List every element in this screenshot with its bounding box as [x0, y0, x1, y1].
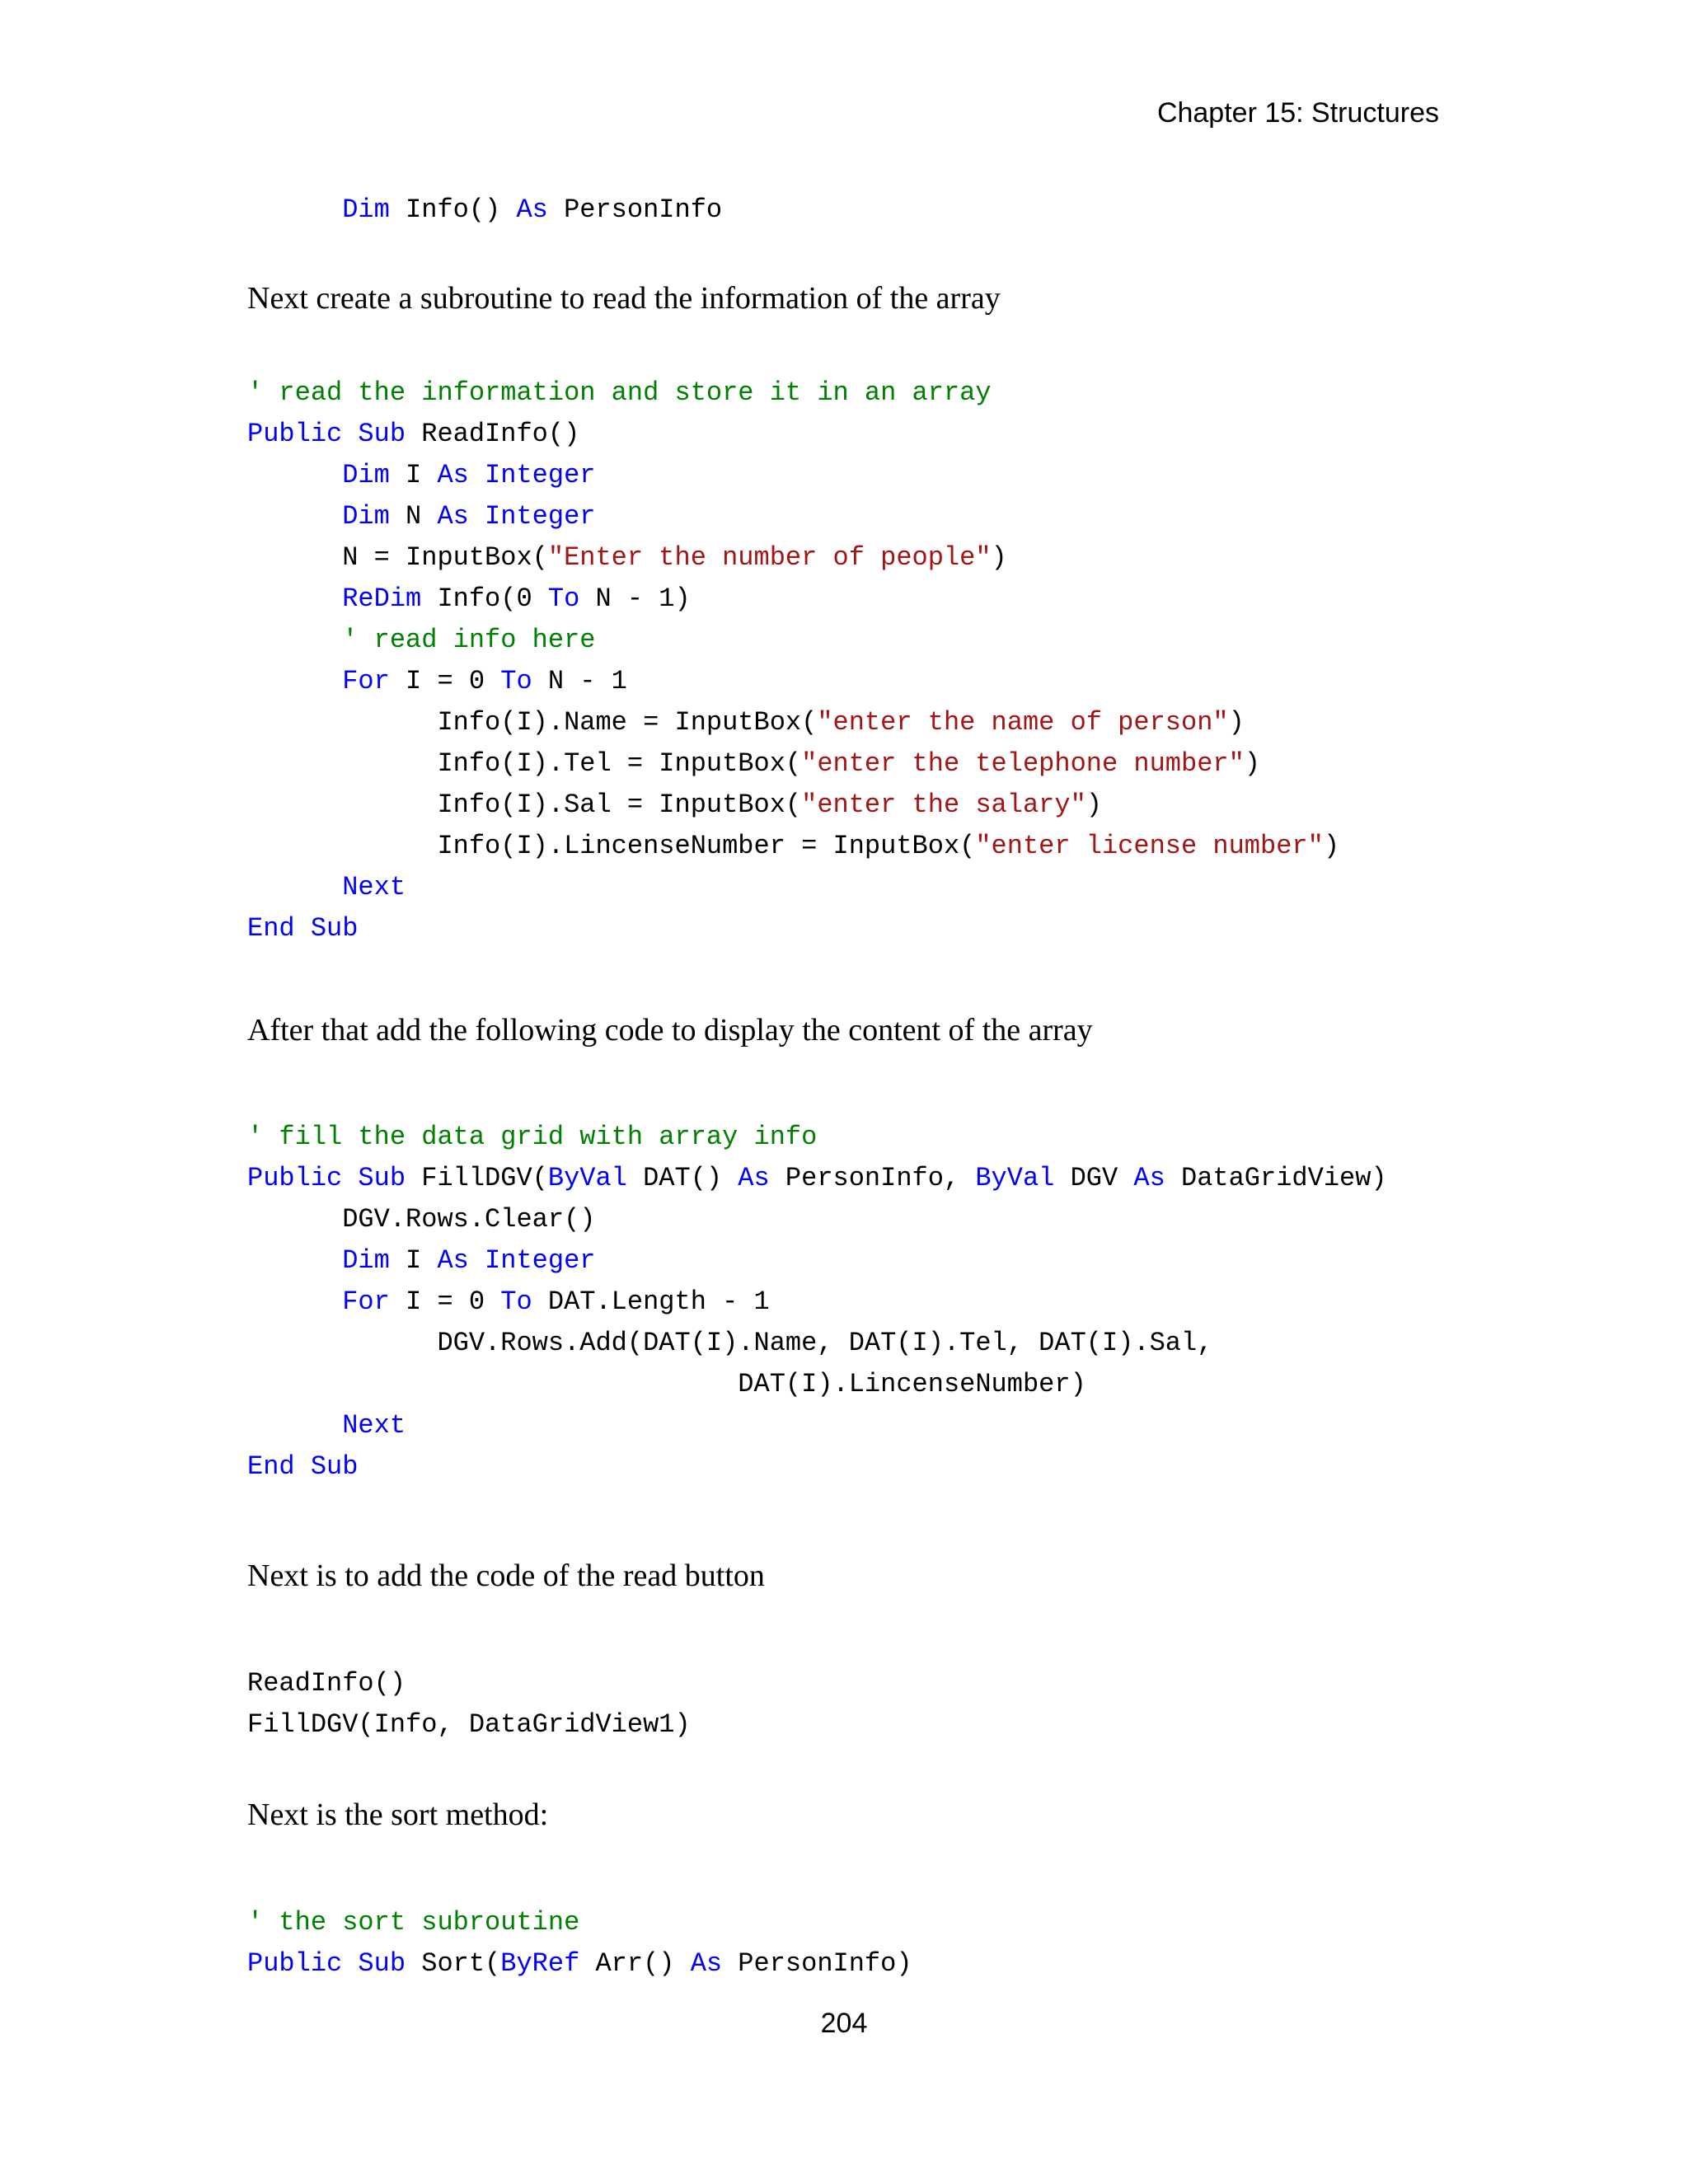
code-text: DAT.Length - 1: [532, 1286, 770, 1317]
code-line: [247, 743, 1339, 785]
code-line: [247, 1117, 1387, 1158]
code-keyword: Public Sub: [247, 1948, 406, 1979]
code-text: PersonInfo): [722, 1948, 912, 1979]
code-string: "enter the telephone number": [801, 748, 1245, 779]
code-text: ): [1085, 790, 1102, 820]
code-text: PersonInfo: [547, 194, 723, 225]
code-line: [247, 496, 1339, 537]
code-text: I = 0: [389, 1286, 501, 1317]
body-paragraph: Next is the sort method:: [247, 1797, 549, 1832]
code-line: [247, 1943, 912, 1985]
code-string: "enter the name of person": [817, 707, 1229, 738]
code-text: Info(I).Name = InputBox(: [247, 707, 818, 738]
code-text: N - 1): [579, 583, 691, 614]
code-line: [247, 1199, 1387, 1240]
code-line: [247, 537, 1339, 579]
code-text: ): [1228, 707, 1245, 738]
code-line: [247, 702, 1339, 743]
code-text: N - 1: [532, 666, 627, 696]
code-keyword: Next: [247, 872, 406, 902]
code-text: N: [389, 501, 438, 532]
code-block: [247, 1902, 912, 1985]
code-line: [247, 1446, 1387, 1488]
code-keyword: End Sub: [247, 1451, 359, 1482]
code-text: Arr(): [579, 1948, 691, 1979]
code-line: [247, 826, 1339, 867]
code-comment: ' read the information and store it in an array: [247, 377, 992, 408]
code-text: DGV: [1054, 1163, 1134, 1193]
code-keyword: As: [516, 194, 548, 225]
code-text: ReadInfo(): [406, 419, 580, 449]
code-line: [247, 414, 1339, 455]
code-block: [247, 1117, 1387, 1488]
code-text: FillDGV(: [406, 1163, 548, 1193]
code-keyword: To: [500, 1286, 532, 1317]
code-line: [247, 579, 1339, 620]
code-keyword: As Integer: [437, 501, 596, 532]
code-text: ): [1244, 748, 1260, 779]
code-keyword: As Integer: [437, 460, 596, 490]
code-text: I: [389, 1245, 438, 1276]
code-keyword: ReDim: [247, 583, 422, 614]
code-line: [247, 455, 1339, 496]
code-keyword: As: [1133, 1163, 1165, 1193]
code-line: [247, 1902, 912, 1943]
code-text: Sort(: [406, 1948, 501, 1979]
code-line: [247, 1158, 1387, 1199]
code-text: Info(I).Tel = InputBox(: [247, 748, 802, 779]
code-keyword: As: [738, 1163, 770, 1193]
code-keyword: ByVal: [547, 1163, 627, 1193]
code-text: Info(0: [421, 583, 548, 614]
code-comment: ' read info here: [247, 625, 596, 655]
code-text: ReadInfo(): [247, 1668, 406, 1699]
body-paragraph: After that add the following code to display the content of the array: [247, 1013, 1093, 1047]
code-text: ): [991, 542, 1007, 573]
code-line: [247, 661, 1339, 702]
page-number: 204: [820, 2008, 868, 2039]
code-line: [247, 867, 1339, 908]
code-keyword: Next: [247, 1410, 406, 1441]
code-text: I = 0: [389, 666, 501, 696]
code-line: [247, 1282, 1387, 1323]
code-keyword: For: [247, 1286, 390, 1317]
code-string: "Enter the number of people": [547, 542, 992, 573]
code-text: DGV.Rows.Add(DAT(I).Name, DAT(I).Tel, DAT(I).Sal,: [247, 1328, 1213, 1358]
code-keyword: To: [500, 666, 532, 696]
code-keyword: Dim: [247, 1245, 390, 1276]
code-text: N = InputBox(: [247, 542, 548, 573]
code-line: [247, 190, 722, 231]
code-keyword: Public Sub: [247, 1163, 406, 1193]
chapter-header: Chapter 15: Structures: [1156, 97, 1439, 129]
code-line: [247, 373, 1339, 414]
code-block: [247, 373, 1339, 949]
code-text: Info(): [389, 194, 517, 225]
code-keyword: Dim: [247, 460, 390, 490]
code-text: PersonInfo,: [769, 1163, 976, 1193]
code-keyword: To: [547, 583, 580, 614]
code-line: [247, 1704, 691, 1746]
code-text: DAT(): [626, 1163, 738, 1193]
code-line: [247, 908, 1339, 949]
code-keyword: ByVal: [975, 1163, 1055, 1193]
code-keyword: As: [690, 1948, 723, 1979]
code-line: [247, 1240, 1387, 1282]
code-text: DataGridView): [1165, 1163, 1387, 1193]
code-keyword: End Sub: [247, 913, 359, 944]
code-string: "enter the salary": [801, 790, 1086, 820]
code-text: DAT(I).LincenseNumber): [247, 1369, 1086, 1399]
code-line: [247, 1663, 691, 1704]
code-keyword: Dim: [247, 501, 390, 532]
code-string: "enter license number": [975, 831, 1324, 861]
code-text: I: [389, 460, 438, 490]
code-text: ): [1323, 831, 1340, 861]
code-line: [247, 1323, 1387, 1364]
code-line: [247, 620, 1339, 661]
code-keyword: As Integer: [437, 1245, 596, 1276]
code-line: [247, 1364, 1387, 1405]
code-text: DGV.Rows.Clear(): [247, 1204, 596, 1235]
code-line: [247, 785, 1339, 826]
code-block: [247, 190, 722, 231]
code-keyword: ByRef: [500, 1948, 580, 1979]
body-paragraph: Next is to add the code of the read button: [247, 1558, 765, 1593]
code-comment: ' fill the data grid with array info: [247, 1122, 818, 1152]
code-line: [247, 1405, 1387, 1446]
code-text: Info(I).Sal = InputBox(: [247, 790, 802, 820]
body-paragraph: Next create a subroutine to read the information of the array: [247, 281, 1001, 316]
code-keyword: Dim: [247, 194, 390, 225]
code-keyword: Public Sub: [247, 419, 406, 449]
code-block: [247, 1663, 691, 1746]
code-text: Info(I).LincenseNumber = InputBox(: [247, 831, 976, 861]
code-text: FillDGV(Info, DataGridView1): [247, 1709, 691, 1740]
code-comment: ' the sort subroutine: [247, 1907, 580, 1938]
code-keyword: For: [247, 666, 390, 696]
